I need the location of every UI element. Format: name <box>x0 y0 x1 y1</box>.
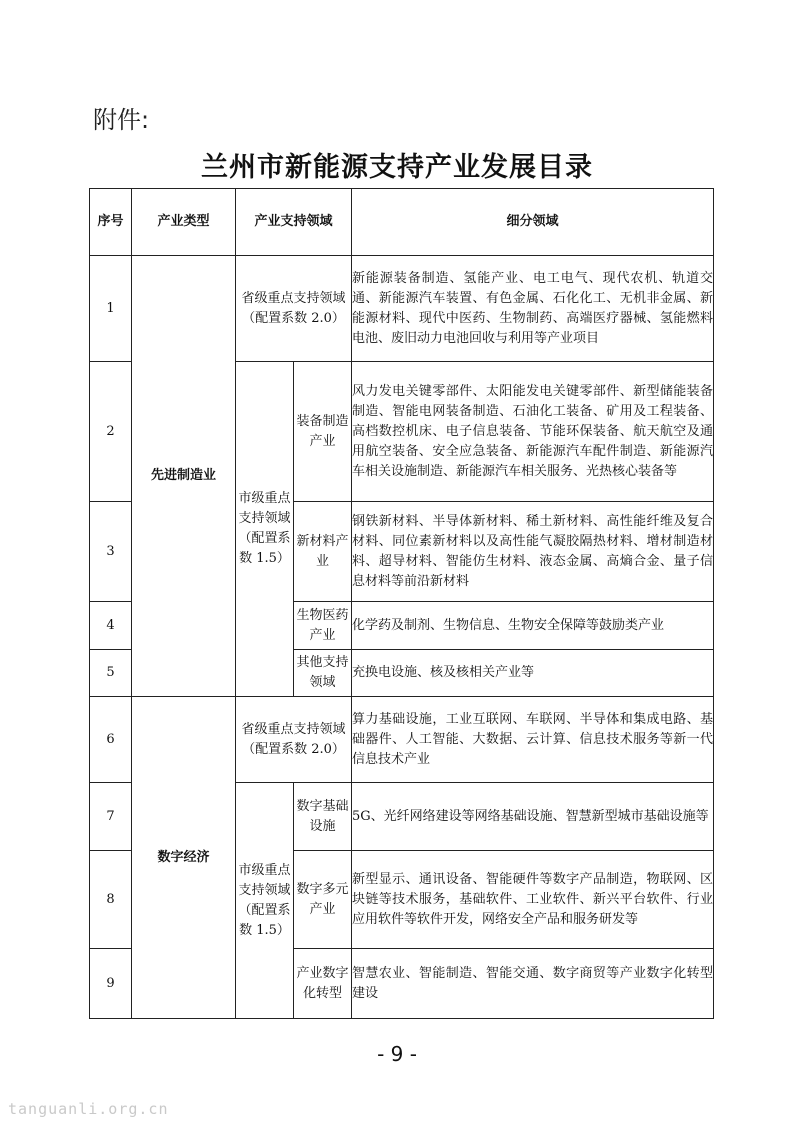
row-number: 6 <box>90 697 132 783</box>
sub-area-cell: 生物医药产业 <box>294 602 352 650</box>
area-provincial: 省级重点支持领域（配置系数 2.0） <box>236 256 352 362</box>
row-number: 1 <box>90 256 132 362</box>
watermark: tanguanli.org.cn <box>8 1100 169 1118</box>
detail-cell: 钢铁新材料、半导体新材料、稀土新材料、高性能纤维及复合材料、同位素新材料以及高性能气凝胶隔热材料、增材制造材料、超导材料、智能仿生材料、液态金属、高熵合金、量子信息材料等前沿新材料 <box>352 502 714 602</box>
area-city: 市级重点支持领域（配置系数 1.5） <box>236 783 294 1019</box>
category-advanced-manufacturing: 先进制造业 <box>132 256 236 697</box>
row-number: 5 <box>90 650 132 697</box>
sub-area-cell: 产业数字化转型 <box>294 949 352 1019</box>
attachment-label: 附件: <box>93 106 150 134</box>
area-city: 市级重点支持领域（配置系数 1.5） <box>236 362 294 697</box>
detail-cell: 充换电设施、核及核相关产业等 <box>352 650 714 697</box>
detail-cell: 化学药及制剂、生物信息、生物安全保障等鼓励类产业 <box>352 602 714 650</box>
row-number: 2 <box>90 362 132 502</box>
detail-cell: 风力发电关键零部件、太阳能发电关键零部件、新型储能装备制造、智能电网装备制造、石油化工装备、矿用及工程装备、高档数控机床、电子信息装备、节能环保装备、航天航空及通用航空装备、安全应急装备、新能源汽车配件制造、新能源汽车相关设施制造、新能源汽车相关服务、光热核心装备等 <box>352 362 714 502</box>
header-detail-area: 细分领域 <box>352 189 714 256</box>
category-digital-economy: 数字经济 <box>132 697 236 1019</box>
row-number: 3 <box>90 502 132 602</box>
table-header-row <box>90 189 714 256</box>
page-title: 兰州市新能源支持产业发展目录 <box>201 152 593 183</box>
table-row <box>90 697 714 783</box>
detail-cell: 5G、光纤网络建设等网络基础设施、智慧新型城市基础设施等 <box>352 783 714 851</box>
header-industry-type: 产业类型 <box>132 189 236 256</box>
sub-area-cell: 数字基础设施 <box>294 783 352 851</box>
catalog-table <box>89 188 714 1019</box>
sub-area-cell: 其他支持领域 <box>294 650 352 697</box>
detail-cell: 新能源装备制造、氢能产业、电工电气、现代农机、轨道交通、新能源汽车装置、有色金属、石化化工、无机非金属、新能源材料、现代中医药、生物制药、高端医疗器械、氢能燃料电池、废旧动力电池回收与利用等产业项目 <box>352 256 714 362</box>
area-provincial: 省级重点支持领域（配置系数 2.0） <box>236 697 352 783</box>
page-number: - 9 - <box>377 1042 417 1066</box>
table-row <box>90 256 714 362</box>
detail-cell: 智慧农业、智能制造、智能交通、数字商贸等产业数字化转型建设 <box>352 949 714 1019</box>
row-number: 4 <box>90 602 132 650</box>
sub-area-cell: 新材料产业 <box>294 502 352 602</box>
sub-area-cell: 装备制造产业 <box>294 362 352 502</box>
detail-cell: 新型显示、通讯设备、智能硬件等数字产品制造，物联网、区块链等技术服务，基础软件、工业软件、新兴平台软件、行业应用软件等软件开发，网络安全产品和服务研发等 <box>352 851 714 949</box>
row-number: 8 <box>90 851 132 949</box>
row-number: 9 <box>90 949 132 1019</box>
sub-area-cell: 数字多元产业 <box>294 851 352 949</box>
header-index: 序号 <box>90 189 132 256</box>
row-number: 7 <box>90 783 132 851</box>
header-support-area: 产业支持领域 <box>236 189 352 256</box>
detail-cell: 算力基础设施，工业互联网、车联网、半导体和集成电路、基础器件、人工智能、大数据、云计算、信息技术服务等新一代信息技术产业 <box>352 697 714 783</box>
